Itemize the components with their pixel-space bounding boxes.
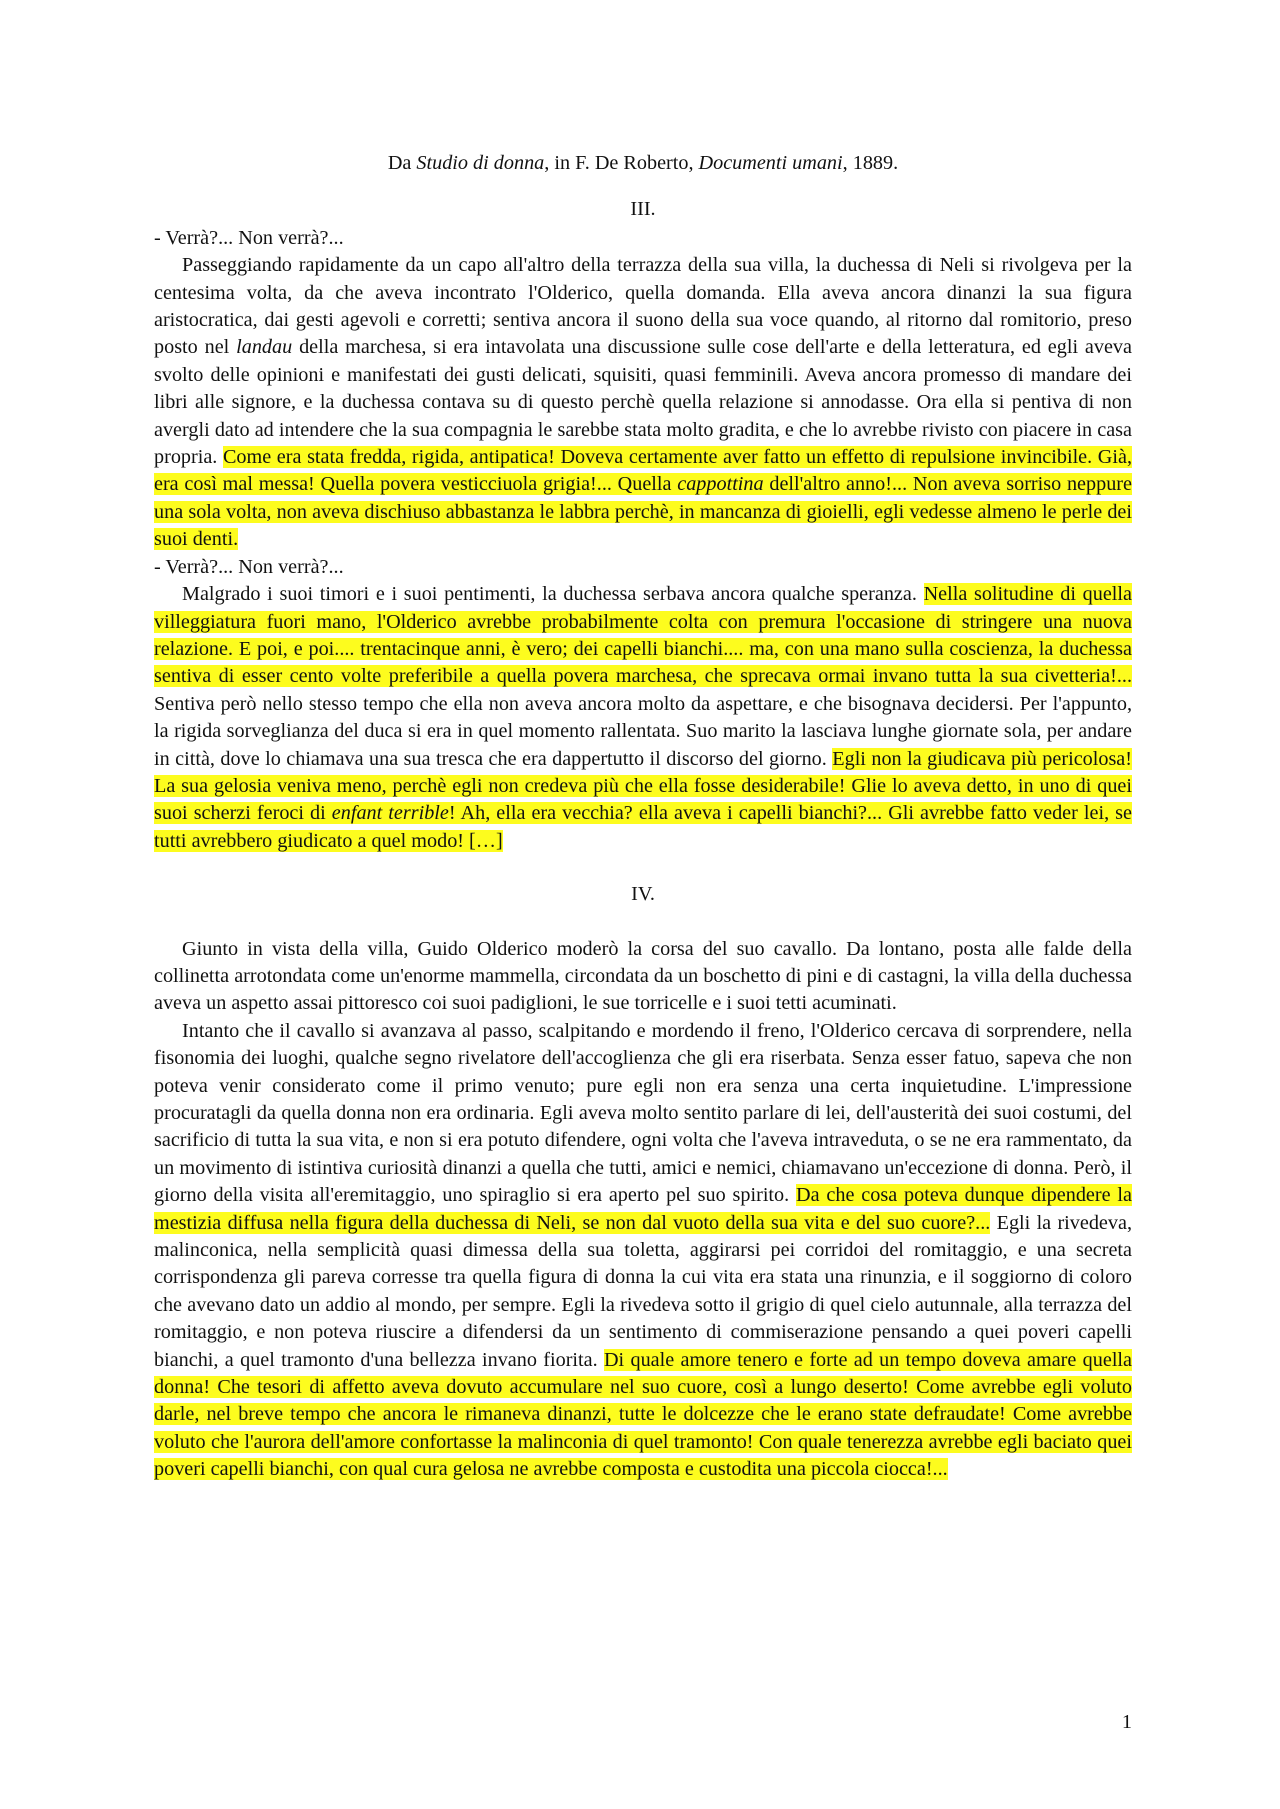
work-title: Studio di donna	[416, 152, 545, 174]
highlighted-passage: Come era stata fredda, rigida, antipatica! Doveva certamente aver fatto un effetto di repulsione invincibile. Già, era così mal messa! Quella povera vesticciuola grigia!... Quella	[154, 446, 1133, 496]
page-number: 1	[1121, 1711, 1132, 1733]
paragraph: Giunto in vista della villa, Guido Olderico moderò la corsa del suo cavallo. Da lontano, posta alle falde della collinetta arrotondata come un'enorme mammella, circondata da un boschetto di pini e di castagni, la villa della duchessa aveva un aspetto assai pittoresco coi suoi padiglioni, le sue torricelle e i suoi tetti acuminati.	[154, 937, 1132, 1015]
document-page	[154, 150, 1132, 1484]
highlighted-passage: Nella solitudine di quella villeggiatura fuori mano, l'Olderico avrebbe probabilmente colta con premura l'occasione di stringere una nuova relazione. E poi, e poi.... trentacinque anni, è vero; dei capelli bianchi.... ma, con una mano sulla coscienza, la duchessa sentiva di esser cento volte preferibile a quella povera marchesa, che sprecava ormai invano tutta la sua civetteria!...	[154, 583, 1132, 688]
dialogue-line: - Verrà?... Non verrà?...	[154, 226, 344, 249]
highlighted-passage: Egli non la giudicava più pericolosa! La sua gelosia veniva meno, perchè egli non credeva più che ella fosse desiderabile! Glie lo aveva detto, in uno di quei suoi scherzi feroci di	[154, 747, 1132, 825]
highlighted-passage: Da che cosa poteva dunque dipendere la mestizia diffusa nella figura della duchessa di Neli, se non dal vuoto della sua vita e del suo cuore?...	[154, 1184, 1132, 1234]
paragraph: Intanto che il cavallo si avanzava al passo, scalpitando e mordendo il freno, l'Olderico cercava di sorprendere, nella fisonomia dei luoghi, qualche segno rivelatore dell'accoglienza che gli era riserbata. Senza esser fatuo, sapeva che non poteva venir considerato come il primo venuto; pure egli non era senza una certa inquietudine. L'impressione procuratagli da quella donna non era ordinaria. Egli aveva molto sentito parlare di lei, dell'austerità dei suoi costumi, del sacrificio di tutta la sua vita, e non si era potuto difendere, ogni volta che l'aveva intraveduta, o se ne era rammentato, da un movimento di istintiva curiosità dinanzi a quella che tutti, amici e nemici, chiamavano un'eccezione di donna. Però, il giorno della visita all'eremitaggio, uno spiraglio si era aperto pel suo spirito. Da che cosa poteva dunque dipendere la mestizia diffusa nella figura della duchessa di Neli, se non dal vuoto della sua vita e del suo cuore?... Egli la rivedeva, malinconica, nella semplicità quasi dimessa della sua toletta, aggirarsi pei corridoi del romitaggio, e una secreta corrispondenza gli pareva corresse tra quella figura di donna la cui vita era stata una rinunzia, e il soggiorno di coloro che avevano dato un addio al mondo, per sempre. Egli la rivedeva sotto il grigio di quel cielo autunnale, alla terrazza del romitaggio, e non poteva riuscire a difendersi da un sentimento di commiserazione pensando a quei poveri capelli bianchi, a quel tramonto d'una bellezza invano fiorita. Di quale amore tenero e forte ad un tempo doveva amare quella donna! Che tesori di affetto aveva dovuto accumulare nel suo cuore, così a lungo deserto! Come avrebbe egli voluto darle, nel breve tempo che ancora le rimaneva dinanzi, tutte le dolcezze che le erano state defraudate! Come avrebbe voluto che l'aurora dell'amore confortasse la malinconia di quel tramonto! Con quale tenerezza avrebbe egli baciato quei poveri capelli bianchi, con qual cura gelosa ne avrebbe composta e custodita una piccola ciocca!...	[154, 1019, 1133, 1481]
section-heading-iv: IV.	[631, 883, 655, 906]
collection-title: Documenti umani	[698, 152, 843, 174]
highlighted-passage: enfant terrible	[331, 802, 449, 825]
section-heading-iii: III.	[630, 198, 656, 221]
highlighted-passage: ! Ah, ella era vecchia? ella aveva i capelli bianchi?... Gli avrebbe fatto veder lei, se tutti avrebbero giudicato a quel modo! […]	[154, 802, 1132, 852]
source-caption: Da Studio di donna, in F. De Roberto, Documenti umani, 1889.	[387, 152, 899, 174]
dialogue-line: - Verrà?... Non verrà?...	[154, 555, 344, 578]
highlighted-passage: Di quale amore tenero e forte ad un tempo doveva amare quella donna! Che tesori di affetto aveva dovuto accumulare nel suo cuore, così a lungo deserto! Come avrebbe egli voluto darle, nel breve tempo che ancora le rimaneva dinanzi, tutte le dolcezze che le erano state defraudate! Come avrebbe voluto che l'aurora dell'amore confortasse la malinconia di quel tramonto! Con quale tenerezza avrebbe egli baciato quei poveri capelli bianchi, con qual cura gelosa ne avrebbe composta e custodita una piccola ciocca!...	[154, 1348, 1133, 1481]
paragraph: Malgrado i suoi timori e i suoi pentimenti, la duchessa serbava ancora qualche speranza. Nella solitudine di quella villeggiatura fuori mano, l'Olderico avrebbe probabilmente colta con premura l'occasione di stringere una nuova relazione. E poi, e poi.... trentacinque anni, è vero; dei capelli bianchi.... ma, con una mano sulla coscienza, la duchessa sentiva di esser cento volte preferibile a quella povera marchesa, che sprecava ormai invano tutta la sua civetteria!... Sentiva però nello stesso tempo che ella non aveva ancora molto da aspettare, e che bisognava decidersi. Per l'appunto, la rigida sorveglianza del duca si era in quel momento rallentata. Suo marito la lasciava lunghe giornate sola, per andare in città, dove lo chiamava una sua tresca che era dappertutto il discorso del giorno. Egli non la giudicava più pericolosa! La sua gelosia veniva meno, perchè egli non credeva più che ella fosse desiderabile! Glie lo aveva detto, in uno di quei suoi scherzi feroci di enfant terrible! Ah, ella era vecchia? ella aveva i capelli bianchi?... Gli avrebbe fatto veder lei, se tutti avrebbero giudicato a quel modo! […]	[154, 583, 1132, 852]
highlighted-passage: dell'altro anno!... Non aveva sorriso neppure una sola volta, non aveva dischiuso abbastanza le labbra perchè, in mancanza di gioielli, egli vedesse almeno le perle dei suoi denti.	[154, 473, 1132, 551]
paragraph: Passeggiando rapidamente da un capo all'altro della terrazza della sua villa, la duchessa di Neli si rivolgeva per la centesima volta, da che aveva incontrato l'Olderico, quella domanda. Ella aveva ancora dinanzi la sua figura aristocratica, dai gesti agevoli e corretti; sentiva ancora il suono della sua voce quando, al ritorno dal romitorio, preso posto nel landau della marchesa, si era intavolata una discussione sulle cose dell'arte e della letteratura, ed egli aveva svolto delle opinioni e manifestati dei gusti delicati, squisiti, quasi femminili. Aveva ancora promesso di mandare dei libri alle signore, e la duchessa contava su di questo perchè quella relazione si annodasse. Ora ella si pentiva di non avergli dato ad intendere che la sua compagnia le sarebbe stata molto gradita, e che lo avrebbe rivisto con piacere in casa propria. Come era stata fredda, rigida, antipatica! Doveva certamente aver fatto un effetto di repulsione invincibile. Già, era così mal messa! Quella povera vesticciuola grigia!... Quella cappottina dell'altro anno!... Non aveva sorriso neppure una sola volta, non aveva dischiuso abbastanza le labbra perchè, in mancanza di gioielli, egli vedesse almeno le perle dei suoi denti.	[154, 254, 1133, 551]
highlighted-passage: cappottina	[677, 473, 764, 496]
